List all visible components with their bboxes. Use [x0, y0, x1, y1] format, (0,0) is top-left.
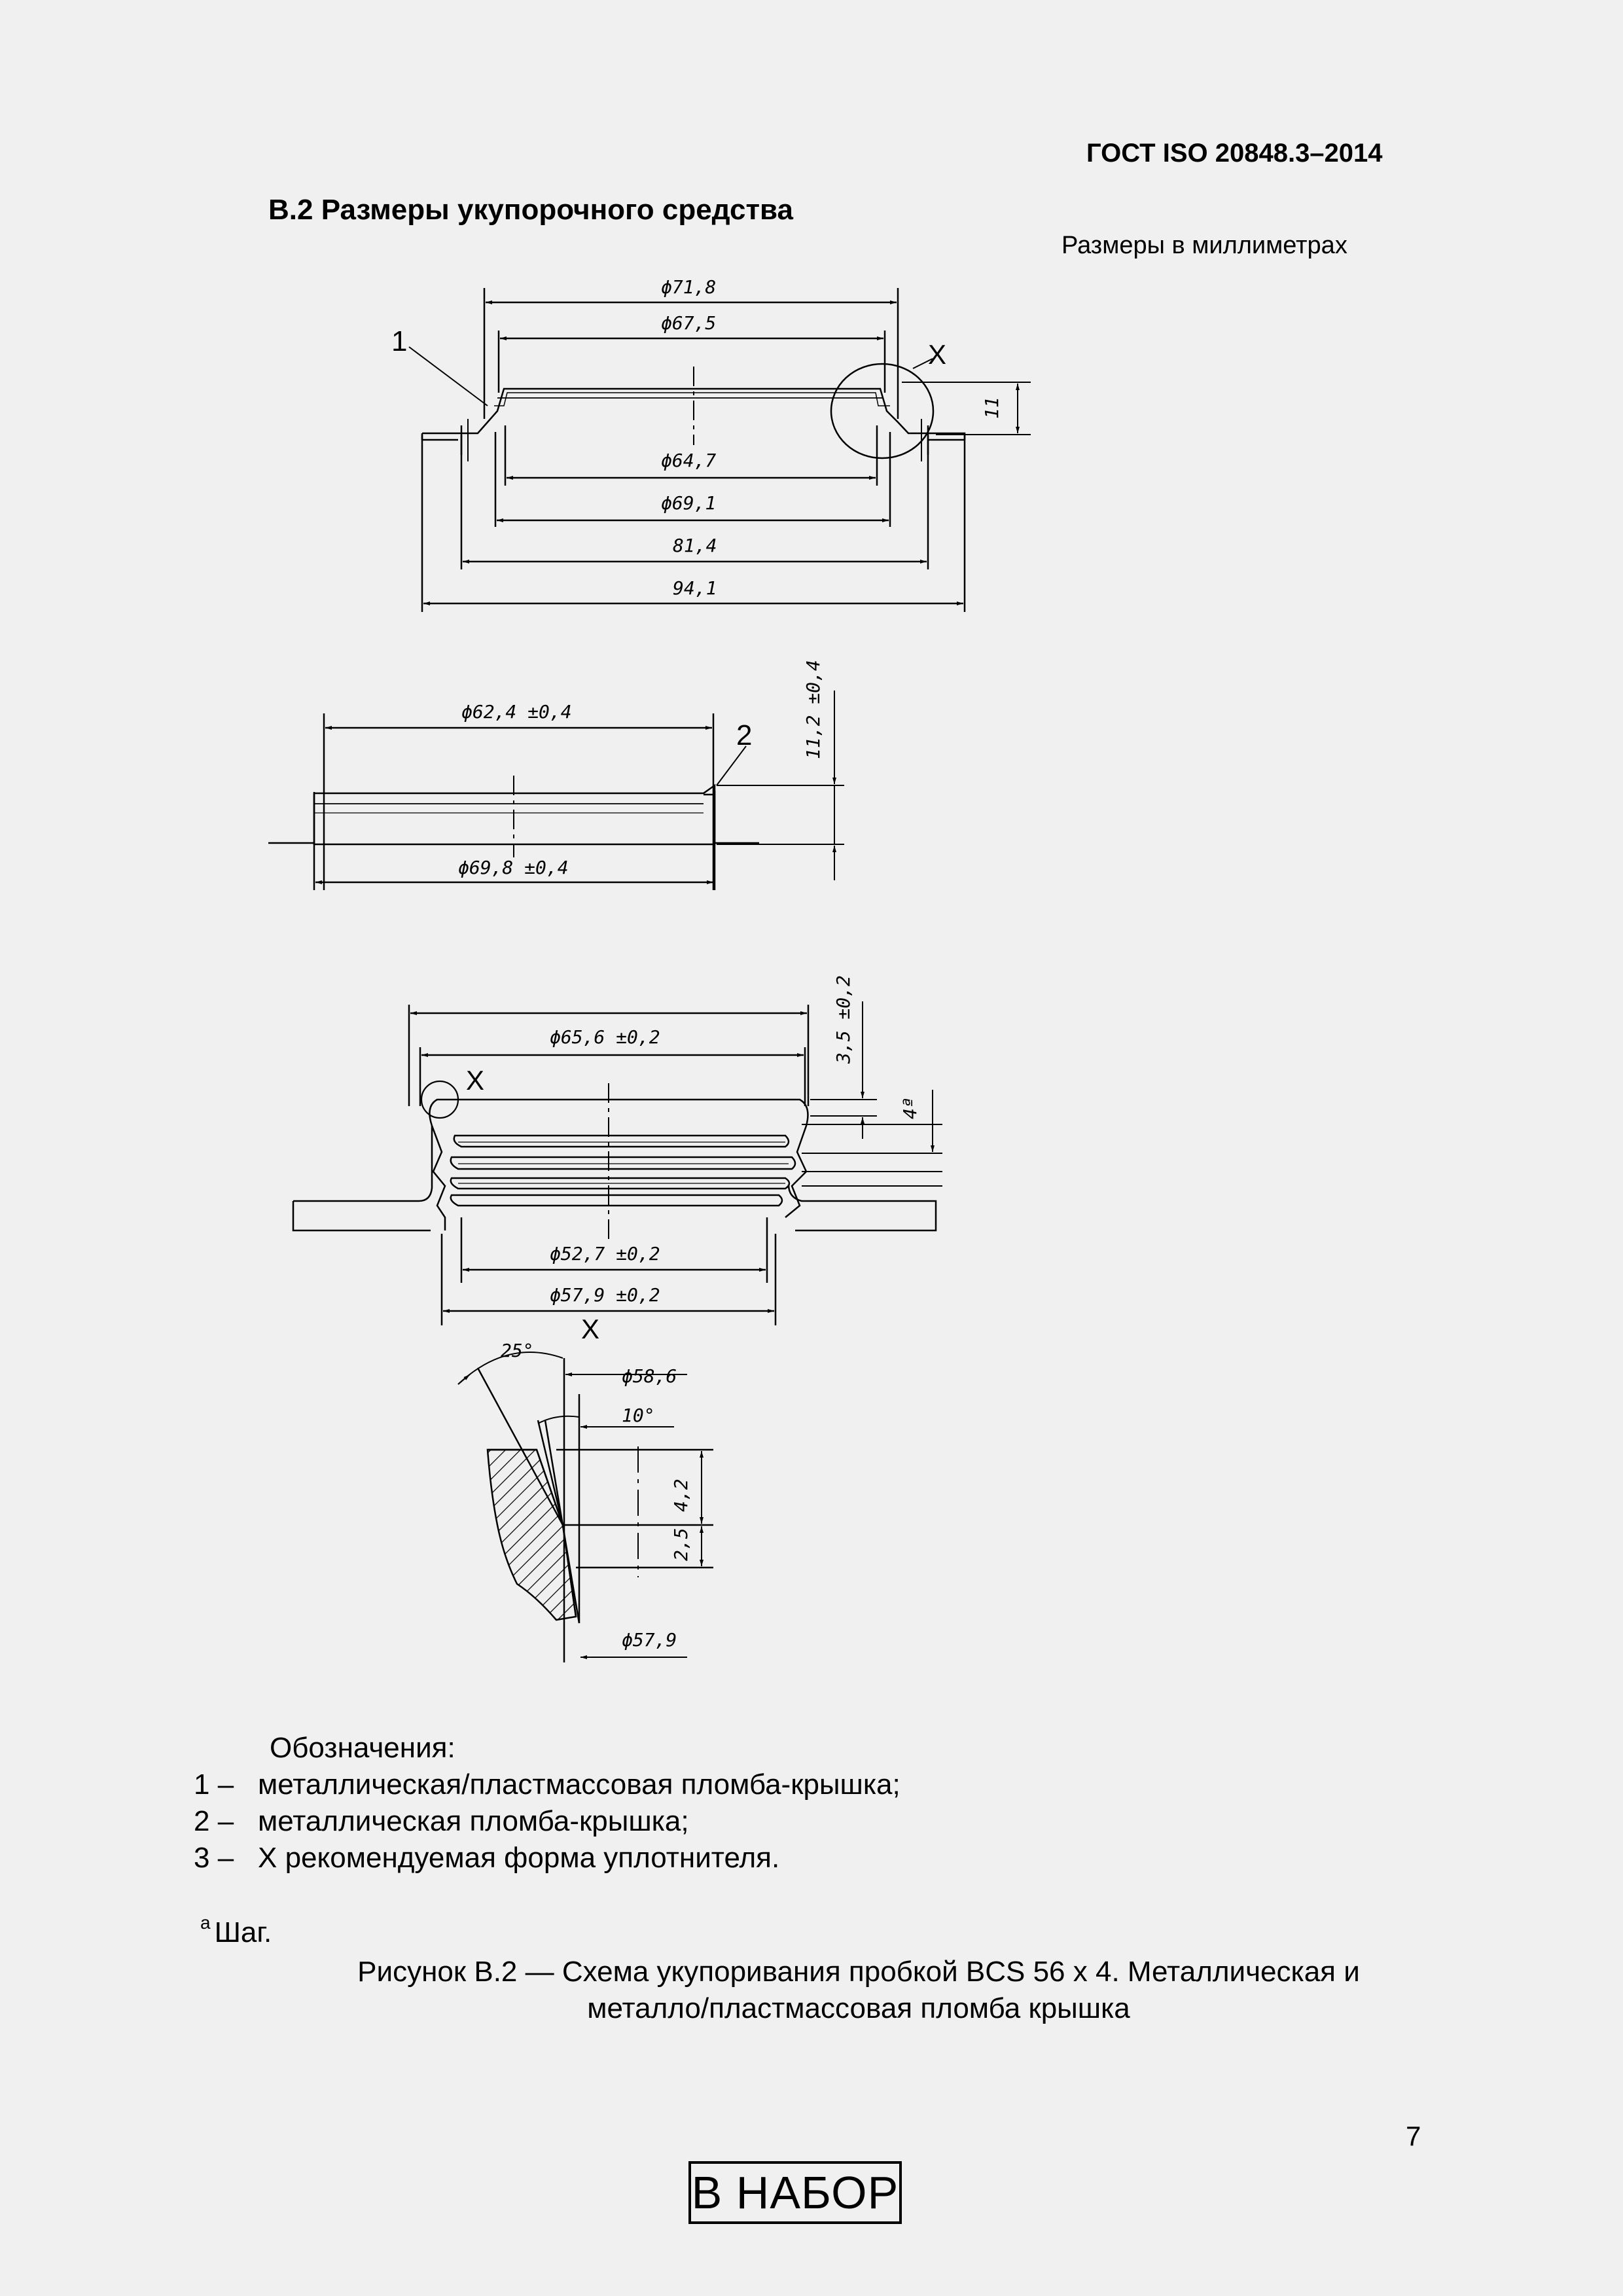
dim-58-6: ϕ58,6 [622, 1365, 677, 1387]
dim-height-3-5: 3,5 ±0,2 [832, 975, 854, 1064]
angle-25: 25° [501, 1340, 534, 1361]
dim-57-9-detail: ϕ57,9 [622, 1629, 677, 1651]
section-title: B.2 Размеры укупорочного средства [268, 194, 793, 226]
detail-mark-x-top: X [928, 339, 947, 370]
legend-item [194, 1805, 689, 1838]
dim-62-4: ϕ62,4 ±0,4 [461, 701, 572, 723]
footnote-text: Шаг. [214, 1916, 272, 1948]
legend-item [194, 1842, 779, 1874]
figure-caption-line-2: металло/пластмассовая пломба крышка [587, 1992, 1130, 2024]
footnote-mark: a [200, 1912, 211, 1933]
dim-71-8: ϕ71,8 [661, 276, 717, 298]
dim-64-7: ϕ64,7 [661, 450, 717, 471]
footnote [200, 1912, 272, 1949]
stamp: В НАБОР [688, 2161, 902, 2224]
legend-item-text: металлическая пломба-крышка; [258, 1805, 689, 1837]
dim-69-1: ϕ69,1 [661, 492, 717, 514]
top-view [409, 288, 1031, 612]
angle-10: 10° [622, 1405, 655, 1426]
units-note: Размеры в миллиметрах [1061, 232, 1347, 259]
dim-2-5: 2,5 [670, 1528, 692, 1561]
dim-57-9: ϕ57,9 ±0,2 [550, 1284, 660, 1306]
legend-item-number: 3 – [194, 1842, 234, 1874]
callout-2: 2 [736, 719, 753, 751]
page-number: 7 [1406, 2121, 1421, 2151]
figure-caption-line-1: Рисунок B.2 — Схема укупоривания пробкой BCS 56 x 4. Металлическая и [357, 1956, 1360, 1988]
legend-title: Обозначения: [270, 1732, 455, 1764]
legend-item [194, 1768, 901, 1801]
legend-item-text: металлическая/пластмассовая пломба-крышка; [258, 1768, 901, 1801]
dim-81-4: 81,4 [673, 535, 717, 556]
detail-x-label: X [581, 1314, 600, 1344]
detail-mark-x-neck: X [466, 1065, 485, 1096]
legend-item-number: 1 – [194, 1768, 234, 1801]
dim-pitch-4: 4ª [899, 1097, 921, 1119]
legend-item-text: X рекомендуемая форма уплотнителя. [258, 1842, 780, 1874]
callout-1: 1 [391, 325, 408, 357]
dim-52-7: ϕ52,7 ±0,2 [550, 1243, 660, 1265]
dim-height-11-2: 11,2 ±0,4 [802, 660, 824, 759]
dim-69-8: ϕ69,8 ±0,4 [458, 857, 569, 878]
standard-number: ГОСТ ISO 20848.3–2014 [1086, 139, 1383, 168]
dim-height-11: 11 [981, 397, 1003, 419]
legend-item-number: 2 – [194, 1805, 234, 1837]
dim-67-5: ϕ67,5 [661, 312, 717, 334]
dim-65-6: ϕ65,6 ±0,2 [550, 1026, 660, 1048]
dim-94-1: 94,1 [673, 577, 717, 599]
dim-4-2: 4,2 [670, 1479, 692, 1512]
